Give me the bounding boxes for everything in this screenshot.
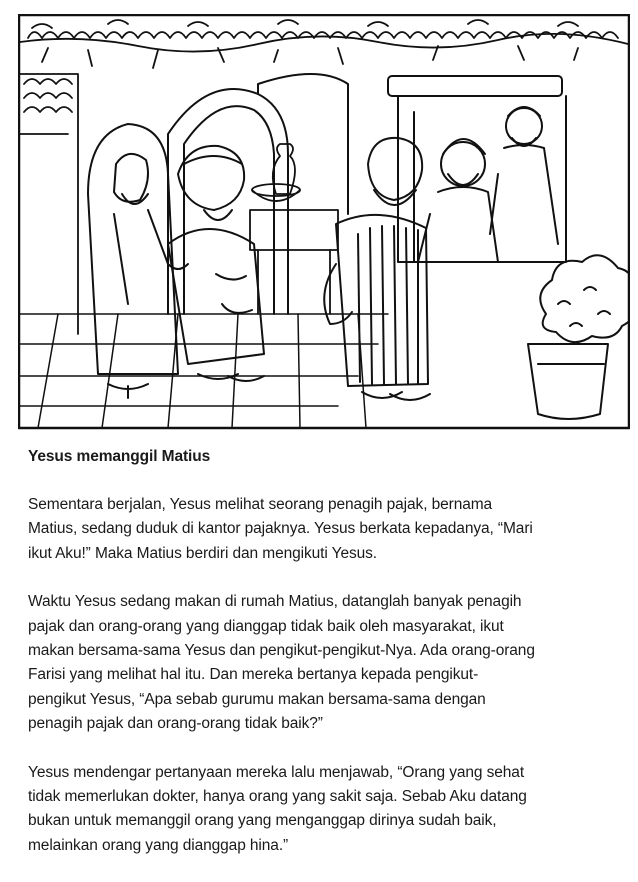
window-scene: [388, 76, 566, 262]
second-figure: [168, 146, 264, 381]
tiled-floor: [20, 314, 388, 428]
story-text: [28, 445, 608, 882]
story-paragraph-2: Waktu Yesus sedang makan di rumah Matius, datanglah banyak penagih pajak dan orang-orang yang dianggap tidak baik oleh masyarakat, ikut makan bersama-sama Yesus dan pengikut-pengikut-Nya. Ada orang-orang Farisi yang melihat hal itu. Dan mereka bertanya kepada pengikut- pengikut Yesus, “Apa sebab gurumu makan bersama-sama dengan penagih pajak dan orang-orang tidak baik?”: [28, 593, 535, 733]
potted-bush: [528, 255, 630, 419]
pharisee-figure: [88, 124, 188, 398]
story-title: Yesus memanggil Matius: [28, 448, 211, 465]
story-paragraph-1: Sementara berjalan, Yesus melihat seorang penagih pajak, bernama Matius, sedang duduk di kantor pajaknya. Yesus berkata kepadanya, “Mari ikut Aku!” Maka Matius berdiri dan mengikuti Yesus.: [28, 496, 533, 562]
coloring-illustration: [18, 14, 630, 430]
vine-canopy: [20, 20, 628, 68]
left-building: [20, 74, 78, 334]
story-paragraph-3: Yesus mendengar pertanyaan mereka lalu menjawab, “Orang yang sehat tidak memerlukan dokter, hanya orang yang sakit saja. Sebab Aku datang bukan untuk memanggil orang yang menganggap dirinya sudah baik, melainkan orang yang dianggap hina.”: [28, 763, 527, 854]
